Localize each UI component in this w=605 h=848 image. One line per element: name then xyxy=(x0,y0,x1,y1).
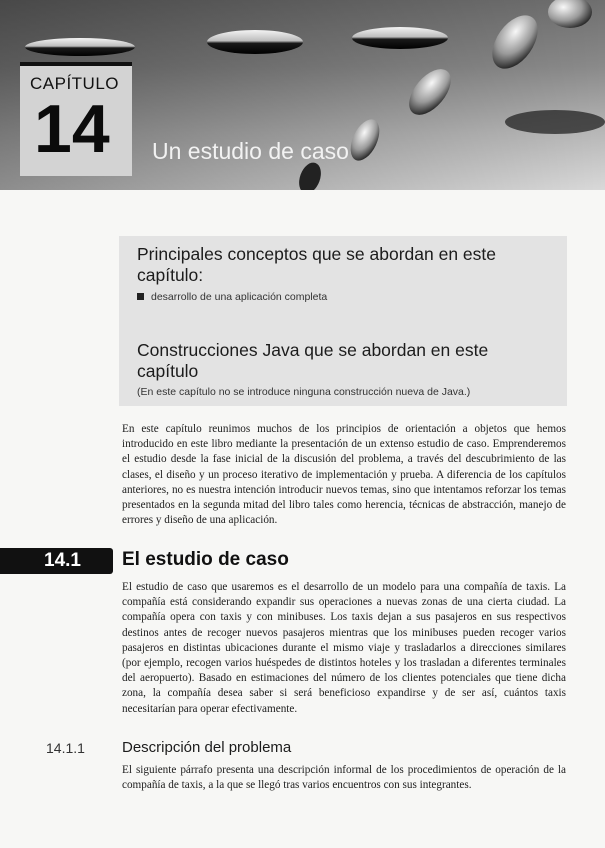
subsection-paragraph: El siguiente párrafo presenta una descripción informal de los procedimientos de operación de la compañía de taxis, a la que se llegó tras varios encuentros con sus integrantes. xyxy=(122,764,566,792)
section-paragraph: El estudio de caso que usaremos es el desarrollo de un modelo para una compañía de taxis. La compañía está considerando expandir sus operaciones a nuevas zonas de una cierta ciudad. La compañía opera con taxis y con minibuses. Los taxis dejan a sus pasajeros en sus respectivos destinos antes de recoger nuevos pasajeros mientras que los minibuses pueden recoger varios pasajeros en distintas ubicaciones durante el mismo viaje y trasladarlos a direcciones similares (por ejemplo, recogen varios huéspedes de distintos hoteles y los trasladan a diferentes terminales del aeropuerto). Basado en estimaciones del número de los clientes potenciales que tiene dicha zona, la compañía desea saber si será beneficioso expandirse y de ser así, cuántos taxis necesitarían para operar efectivamente. xyxy=(122,581,566,715)
concepts-heading: Principales conceptos que se abordan en este capítulo: xyxy=(137,244,496,285)
java-constructs-heading: Construcciones Java que se abordan en este capítulo xyxy=(137,340,489,381)
subsection-title: Descripción del problema xyxy=(122,739,292,756)
chapter-banner xyxy=(0,0,605,190)
chapter-number: 14 xyxy=(34,91,110,167)
section-number: 14.1 xyxy=(44,550,81,571)
concepts-bullet-text: desarrollo de una aplicación completa xyxy=(151,291,328,303)
concepts-bullet-item xyxy=(137,291,327,303)
chapter-label: CAPÍTULO xyxy=(30,74,120,93)
subsection-number: 14.1.1 xyxy=(46,740,85,756)
section-title: El estudio de caso xyxy=(122,549,289,570)
java-constructs-note: (En este capítulo no se introduce ninguna construcción nueva de Java.) xyxy=(137,386,471,398)
intro-paragraph: En este capítulo reunimos muchos de los principios de orientación a objetos que hemos introducido en este libro mediante la presentación de un extenso estudio de caso. Emprenderemos el estudio desde la fase inicial de la discusión del problema, a través del descubrimiento de las clases, el diseño y un proceso iterativo de implementación y prueba. A diferencia de los capítulos anteriores, no es nuestra intención introducir nuevos temas, sino que intentamos reforzar los temas presentados en la segunda mitad del libro tales como herencia, técnicas de abstracción, manejo de errores y diseño de una aplicación. xyxy=(122,423,566,527)
concepts-box xyxy=(119,236,567,406)
bullet-square-icon xyxy=(137,293,144,300)
chapter-title: Un estudio de caso xyxy=(152,138,349,164)
